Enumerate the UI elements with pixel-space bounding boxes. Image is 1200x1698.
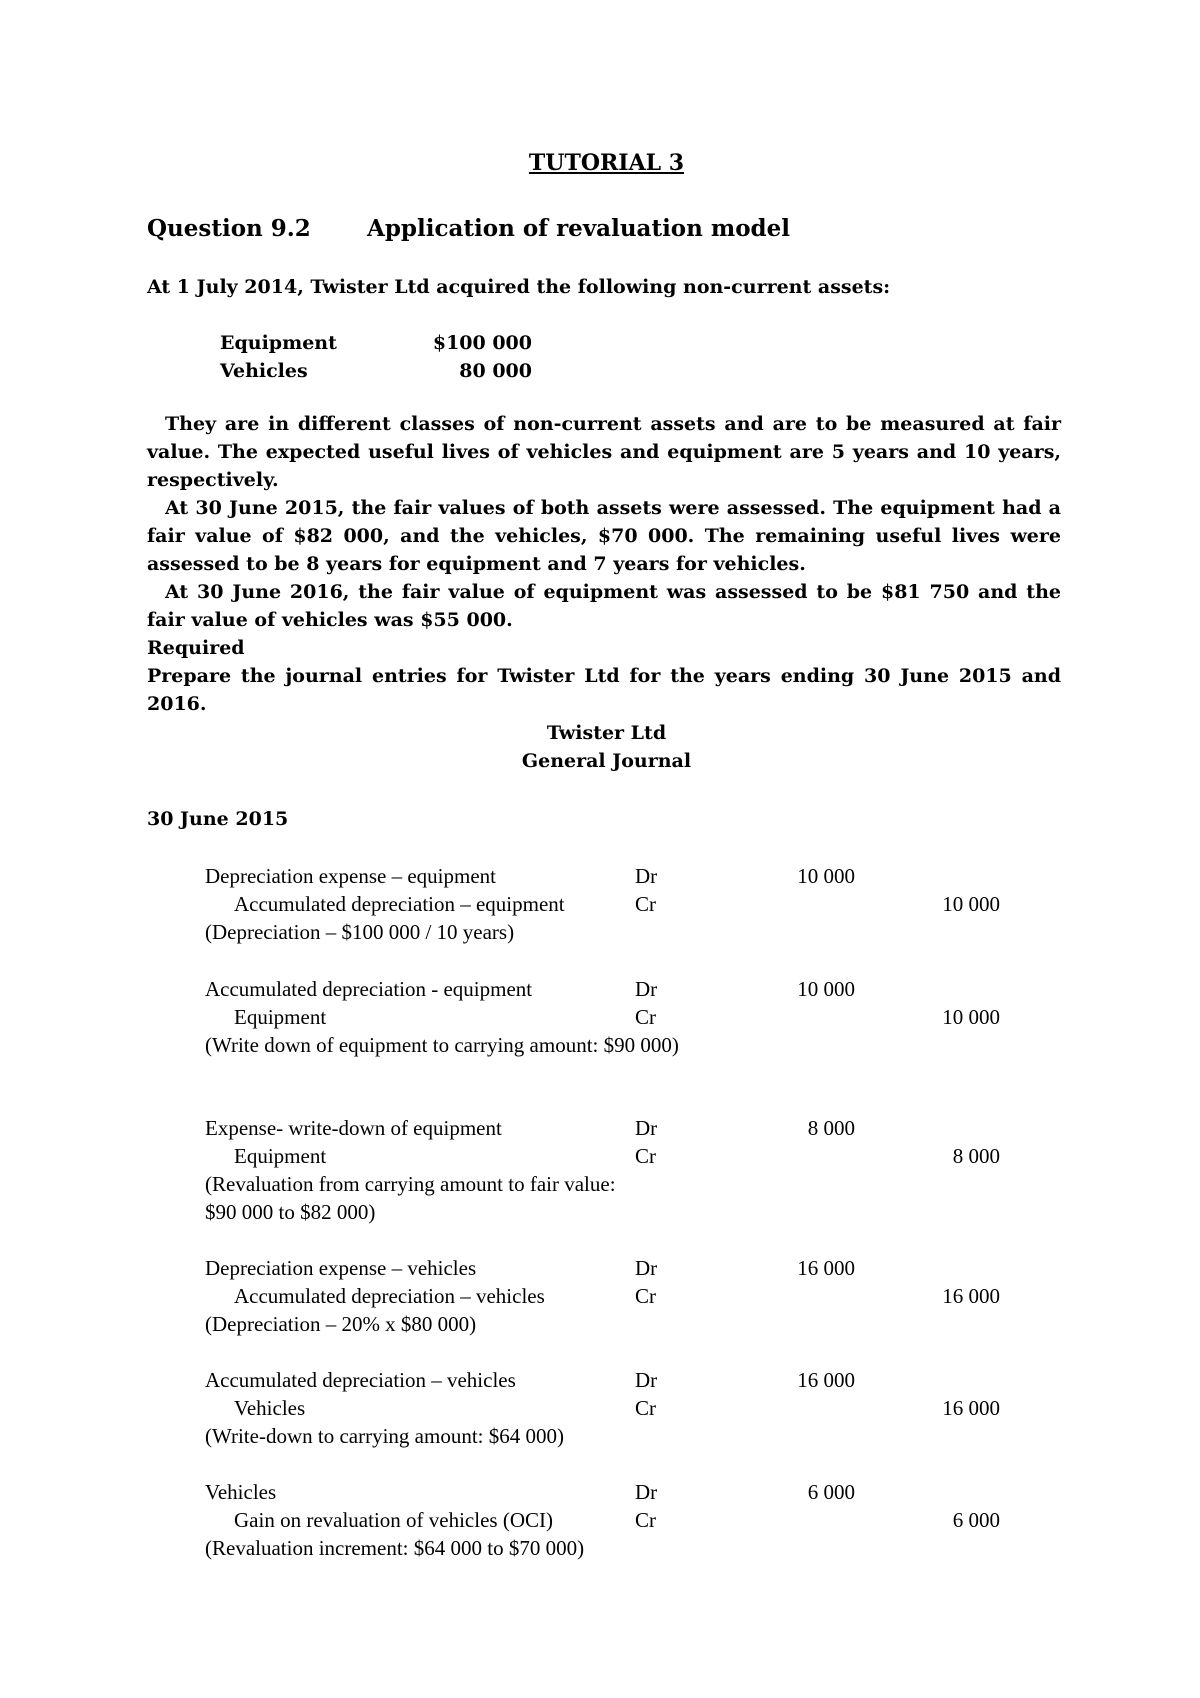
credit-account: Vehicles bbox=[234, 1396, 306, 1420]
credit-account: Equipment bbox=[234, 1005, 327, 1029]
debit-account: Depreciation expense – vehicles bbox=[205, 1256, 477, 1280]
required-label: Required bbox=[147, 637, 245, 659]
debit-amount: 16 000 bbox=[797, 1256, 855, 1280]
cr-label: Cr bbox=[635, 892, 656, 916]
journal-entry bbox=[205, 975, 1000, 1059]
journal-entry bbox=[205, 1366, 1000, 1450]
credit-amount: 16 000 bbox=[942, 1396, 1000, 1420]
debit-account: Accumulated depreciation – vehicles bbox=[205, 1368, 516, 1392]
cr-label: Cr bbox=[635, 1005, 656, 1029]
journal-entry bbox=[205, 862, 1000, 946]
journal-entry bbox=[205, 1114, 1000, 1226]
credit-account: Accumulated depreciation – equipment bbox=[234, 892, 565, 916]
credit-account: Accumulated depreciation – vehicles bbox=[234, 1284, 545, 1308]
entry-narration: (Write-down to carrying amount: $64 000) bbox=[205, 1424, 564, 1448]
cr-label: Cr bbox=[635, 1284, 656, 1308]
debit-account: Depreciation expense – equipment bbox=[205, 864, 496, 888]
paragraph: At 30 June 2015, the fair values of both assets were assessed. The equipment had a fair value of $82 000, and the vehicles, $70 000. The remaining useful lives were assessed to be 8 years for equipment and 7 years for vehicles. bbox=[147, 497, 1061, 575]
journal-date: 30 June 2015 bbox=[147, 808, 289, 830]
asset-name: Vehicles bbox=[220, 360, 308, 382]
entry-narration: $90 000 to $82 000) bbox=[205, 1200, 376, 1224]
company-name: Twister Ltd bbox=[546, 722, 667, 744]
credit-amount: 6 000 bbox=[952, 1508, 1000, 1532]
dr-label: Dr bbox=[635, 1256, 658, 1280]
debit-amount: 8 000 bbox=[807, 1116, 855, 1140]
question-heading: Application of revaluation model bbox=[367, 215, 791, 242]
intro-text: At 1 July 2014, Twister Ltd acquired the following non-current assets: bbox=[147, 276, 891, 298]
debit-amount: 10 000 bbox=[797, 977, 855, 1001]
asset-name: Equipment bbox=[220, 332, 337, 354]
debit-amount: 6 000 bbox=[807, 1480, 855, 1504]
dr-label: Dr bbox=[635, 977, 658, 1001]
dr-label: Dr bbox=[635, 1480, 658, 1504]
journal-title: General Journal bbox=[521, 750, 692, 772]
credit-amount: 10 000 bbox=[942, 1005, 1000, 1029]
entry-narration: (Revaluation increment: $64 000 to $70 000) bbox=[205, 1536, 585, 1560]
debit-account: Accumulated depreciation - equipment bbox=[205, 977, 533, 1001]
credit-amount: 8 000 bbox=[952, 1144, 1000, 1168]
debit-account: Expense- write-down of equipment bbox=[205, 1116, 502, 1140]
debit-account: Vehicles bbox=[205, 1480, 277, 1504]
paragraph: They are in different classes of non-current assets and are to be measured at fair value. The expected useful lives of vehicles and equipment are 5 years and 10 years, respectively. bbox=[147, 413, 1061, 491]
journal-entry bbox=[205, 1254, 1000, 1338]
dr-label: Dr bbox=[635, 1368, 658, 1392]
question-number: Question 9.2 bbox=[147, 215, 311, 242]
asset-amount: 80 000 bbox=[459, 360, 532, 382]
credit-account: Equipment bbox=[234, 1144, 327, 1168]
entry-narration: (Depreciation – 20% x $80 000) bbox=[205, 1312, 477, 1336]
required-text: Prepare the journal entries for Twister Ltd for the years ending 30 June 2015 and 2016. bbox=[147, 665, 1061, 715]
credit-amount: 10 000 bbox=[942, 892, 1000, 916]
credit-amount: 16 000 bbox=[942, 1284, 1000, 1308]
cr-label: Cr bbox=[635, 1396, 656, 1420]
entry-narration: (Depreciation – $100 000 / 10 years) bbox=[205, 920, 515, 944]
document-title: TUTORIAL 3 bbox=[528, 150, 685, 176]
cr-label: Cr bbox=[635, 1144, 656, 1168]
entry-narration: (Write down of equipment to carrying amount: $90 000) bbox=[205, 1033, 679, 1057]
journal-entry bbox=[205, 1478, 1000, 1562]
credit-account: Gain on revaluation of vehicles (OCI) bbox=[234, 1508, 553, 1532]
question-body bbox=[147, 410, 1061, 718]
cr-label: Cr bbox=[635, 1508, 656, 1532]
debit-amount: 10 000 bbox=[797, 864, 855, 888]
dr-label: Dr bbox=[635, 864, 658, 888]
paragraph: At 30 June 2016, the fair value of equipment was assessed to be $81 750 and the fair value of vehicles was $55 000. bbox=[147, 581, 1061, 631]
dr-label: Dr bbox=[635, 1116, 658, 1140]
asset-amount: $100 000 bbox=[432, 332, 532, 354]
entry-narration: (Revaluation from carrying amount to fair value: bbox=[205, 1172, 616, 1196]
debit-amount: 16 000 bbox=[797, 1368, 855, 1392]
